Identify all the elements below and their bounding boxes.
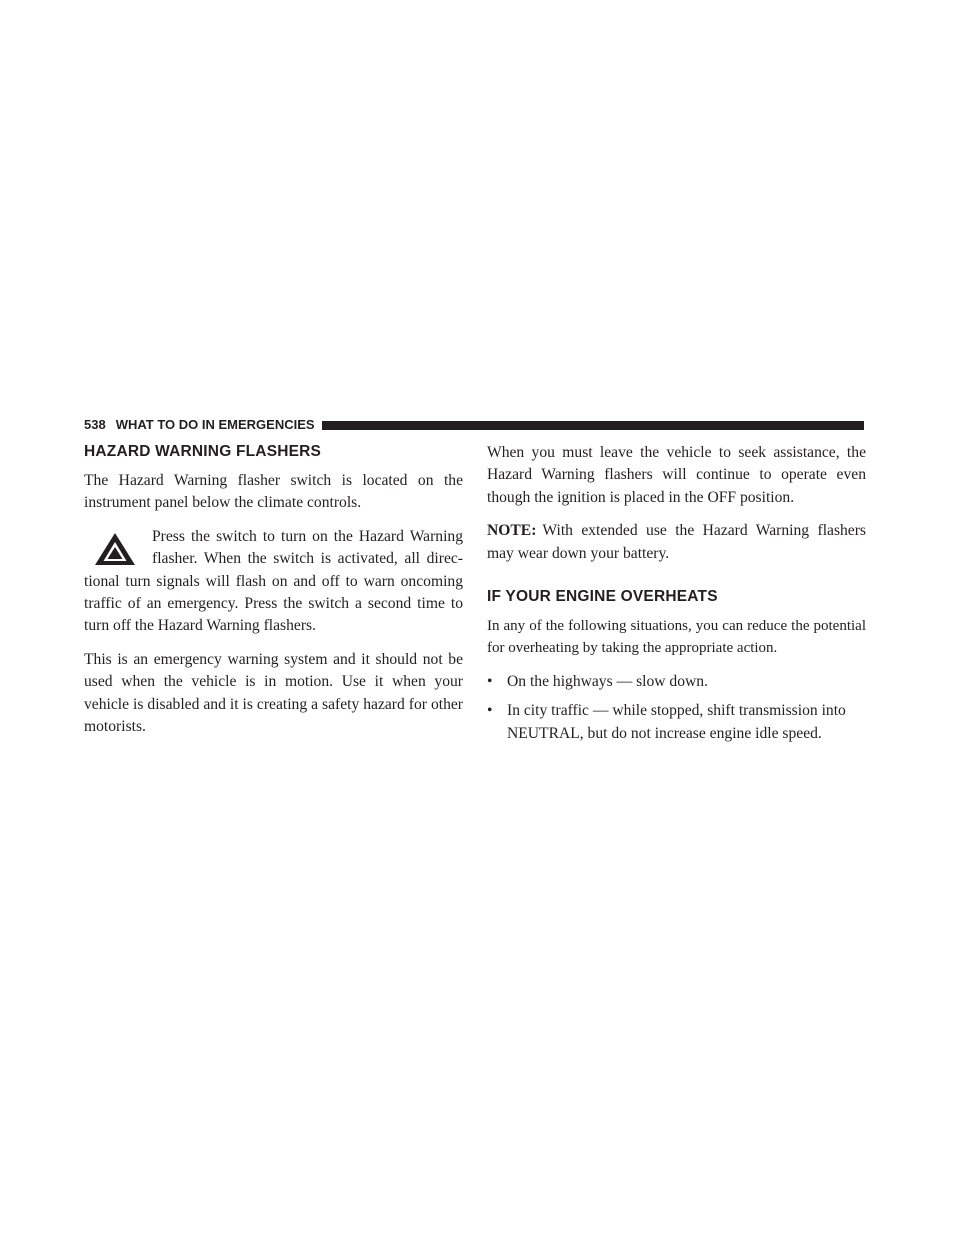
list-item [487, 671, 866, 693]
left-column [84, 442, 463, 749]
note-text: With extended use the Hazard Warning flashers may wear down your battery. [487, 522, 866, 562]
hazard-flashers-heading: HAZARD WARNING FLASHERS [84, 443, 322, 460]
hazard-warning-triangle-icon [94, 532, 136, 566]
hazard-switch-paragraph-block [84, 526, 463, 638]
note-paragraph [487, 520, 866, 565]
list-item [487, 700, 866, 745]
note-label: NOTE: [487, 522, 537, 540]
bullet-icon: • [487, 702, 493, 720]
overheating-actions-list [487, 671, 866, 745]
switch-location-paragraph: The Hazard Warning flasher switch is located on the instrument panel below the climate controls. [84, 472, 463, 512]
leave-vehicle-paragraph: When you must leave the vehicle to seek assistance, the Hazard Warning flashers will continue to operate even though the ignition is placed in the OFF position. [487, 444, 866, 506]
right-column [487, 442, 866, 752]
list-item-text: On the highways — slow down. [507, 672, 708, 690]
overheating-intro-paragraph: In any of the following situations, you can reduce the potential for overheating by taking the appropriate action. [487, 618, 866, 657]
list-item-text: In city traffic — while stopped, shift transmission into NEUTRAL, but do not increase engine idle speed. [507, 702, 846, 742]
header-rule [322, 421, 864, 430]
page-number: 538 [84, 417, 106, 432]
section-title: WHAT TO DO IN EMERGENCIES [115, 417, 315, 432]
bullet-icon: • [487, 672, 493, 690]
emergency-system-paragraph: This is an emergency warning system and it should not be used when the vehicle is in motion. Use it when your vehicle is disabled and it is creating a safety hazard for other motorists. [84, 650, 463, 736]
hazard-switch-paragraph: Press the switch to turn on the Hazard Warning flasher. When the switch is activated, all direc-tional turn signals will flash on and off to warn oncoming traffic of an emergency. Press the switch a second time to turn off the Hazard Warning flashers. [84, 527, 463, 635]
page-header [84, 418, 864, 432]
engine-overheats-heading: IF YOUR ENGINE OVERHEATS [487, 588, 718, 606]
